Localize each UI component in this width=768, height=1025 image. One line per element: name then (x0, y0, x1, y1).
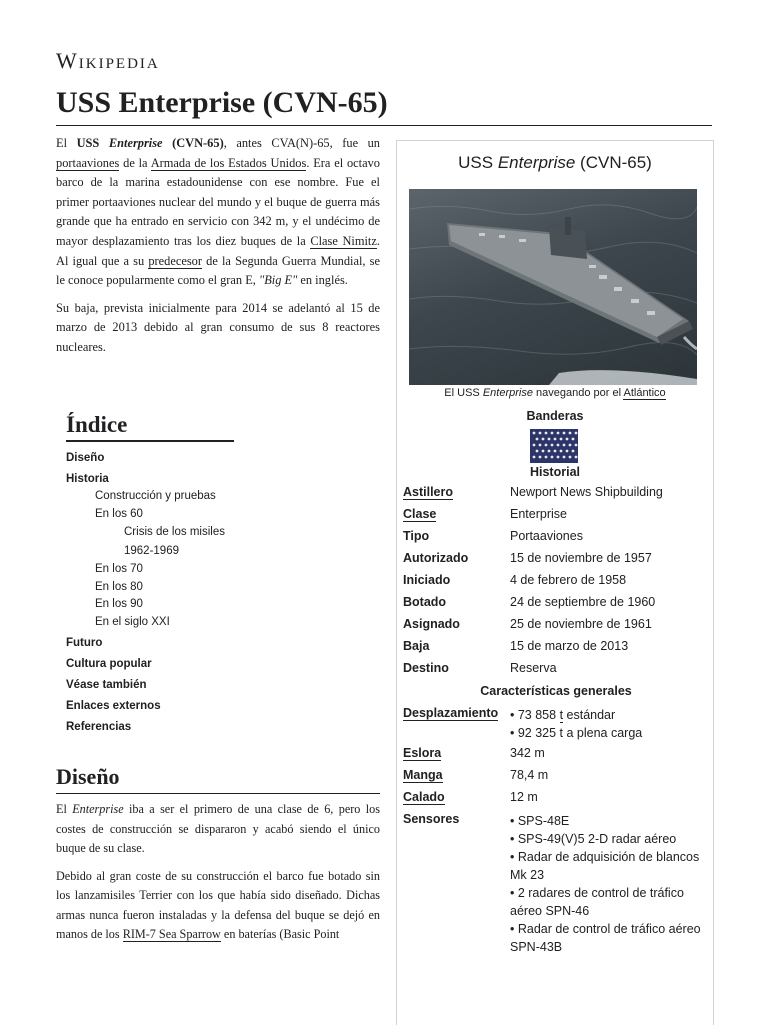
row-value: 4 de febrero de 1958 (510, 573, 627, 587)
link-clase-nimitz[interactable]: Clase Nimitz (310, 233, 377, 248)
infobox-row-asignado (403, 617, 709, 639)
lead-text: . Era el octavo barco de la marina estadounidense con ese nombre. Fue el primer portaaviones nuclear del mundo y el buque de guerra más grande que ha entrado en servicio con 342 m, y el undécimo de mayor desplazamiento tras los diez buques de la (56, 155, 381, 248)
row-value: 15 de marzo de 2013 (510, 639, 629, 653)
section-text: El (56, 802, 73, 816)
row-key: Botado (403, 595, 447, 609)
row-key: Destino (403, 661, 449, 675)
sensor-item: • Radar de control de tráfico aéreo SPN-43B (510, 922, 701, 954)
row-key (403, 790, 510, 812)
infobox-row-astillero (403, 485, 709, 507)
toc-item-diseno[interactable]: Diseño (66, 452, 105, 464)
row-value-line: • 92 325 t a plena carga (510, 726, 643, 740)
infobox-row-autorizado (403, 551, 709, 573)
link-armada[interactable]: Armada de los Estados Unidos (150, 155, 307, 170)
row-key-link[interactable]: Clase (403, 507, 437, 521)
table-of-contents (66, 412, 246, 736)
photo-caption (397, 387, 713, 399)
link-rim7-sea-sparrow[interactable]: RIM-7 Sea Sparrow (122, 927, 221, 941)
lead-text: de la (119, 155, 151, 170)
lead-bold-uss: USS (76, 136, 109, 150)
lead-text: . Al igual que a su (56, 233, 380, 268)
row-key: Asignado (403, 617, 460, 631)
row-value: Portaaviones (510, 529, 583, 543)
link-atlantico[interactable]: Atlántico (623, 387, 666, 399)
diseno-paragraph-1 (56, 800, 380, 859)
infobox-title (397, 153, 713, 173)
infobox-row-destino (403, 661, 709, 683)
link-portaaviones[interactable]: portaaviones (56, 155, 120, 170)
link-tonelada[interactable]: t (559, 708, 564, 722)
section-italic-enterprise: Enterprise (72, 802, 124, 816)
infobox (396, 140, 714, 1025)
row-key-link[interactable]: Calado (403, 790, 445, 804)
row-key-link[interactable]: Manga (403, 768, 443, 782)
toc-item-referencias[interactable]: Referencias (66, 721, 132, 733)
row-key (403, 485, 510, 507)
toc-item-crisis[interactable]: Crisis de los misiles (124, 526, 225, 538)
row-key-link[interactable]: Desplazamiento (403, 706, 499, 720)
row-value: Newport News Shipbuilding (510, 485, 663, 499)
toc-item-historia[interactable]: Historia (66, 473, 109, 485)
caption-text: navegando por el (532, 387, 624, 399)
ship-photo-illustration (409, 189, 697, 385)
wikipedia-wordmark[interactable]: Wikipedia (56, 48, 160, 73)
infobox-row-eslora (403, 746, 709, 768)
infobox-rows (403, 485, 709, 956)
lead-paragraph-1 (56, 134, 380, 291)
lead-bold-name (77, 136, 224, 150)
value-text: estándar (563, 708, 616, 722)
sensor-item: • Radar de adquisición de blancos Mk 23 (510, 850, 700, 882)
row-key: Autorizado (403, 551, 469, 565)
row-key: Tipo (403, 529, 430, 543)
row-key (403, 768, 510, 790)
toc-item-siglo-xxi[interactable]: En el siglo XXI (95, 615, 170, 628)
infobox-row-botado (403, 595, 709, 617)
ship-photo[interactable] (409, 189, 697, 385)
lead-text: en inglés. (297, 273, 348, 288)
row-value: 25 de noviembre de 1961 (510, 617, 652, 631)
infobox-row-baja (403, 639, 709, 661)
row-key: Sensores (403, 812, 460, 826)
infobox-row-manga (403, 768, 709, 790)
toc-list (66, 450, 246, 736)
row-value: Enterprise (510, 507, 567, 521)
lead-section (56, 134, 380, 366)
row-key-link[interactable]: Astillero (403, 485, 454, 499)
lead-text: de la Segunda Guerra Mundial, se le conoce popularmente como el gran E, (56, 253, 381, 288)
infobox-row-tipo (403, 529, 709, 551)
infobox-row-iniciado (403, 573, 709, 595)
toc-item-cultura-popular[interactable]: Cultura popular (66, 658, 152, 670)
lead-italic-big-e: "Big E" (259, 273, 298, 288)
toc-item-1962-1969[interactable]: 1962-1969 (124, 545, 179, 557)
row-value: 78,4 m (510, 768, 549, 782)
infobox-title-name: Enterprise (497, 153, 576, 172)
infobox-row-clase (403, 507, 709, 529)
lead-bold-hull: (CVN-65) (162, 136, 224, 150)
infobox-title-prefix: USS (458, 153, 498, 172)
infobox-row-calado (403, 790, 709, 812)
toc-item-vease-tambien[interactable]: Véase también (66, 679, 147, 691)
row-value: 342 m (510, 746, 545, 760)
sensor-item: • SPS-49(V)5 2-D radar aéreo (510, 832, 677, 846)
sensor-item: • SPS-48E (510, 814, 570, 828)
row-key (403, 746, 510, 768)
row-value (510, 706, 709, 746)
toc-item-en-los-70[interactable]: En los 70 (95, 563, 143, 575)
infobox-row-sensores (403, 812, 709, 956)
sensor-item: • 2 radares de control de tráfico aéreo SPN-46 (510, 886, 684, 918)
toc-item-construccion[interactable]: Construcción y pruebas (95, 490, 216, 502)
flag-image[interactable] (530, 429, 578, 463)
toc-item-futuro[interactable]: Futuro (66, 637, 103, 649)
toc-item-enlaces-externos[interactable]: Enlaces externos (66, 700, 161, 712)
section-divider (56, 793, 380, 794)
row-value: Reserva (510, 661, 557, 675)
toc-item-en-los-90[interactable]: En los 90 (95, 598, 143, 610)
row-key: Iniciado (403, 573, 451, 587)
toc-title: Índice (66, 412, 234, 442)
heading-banderas: Banderas (526, 409, 584, 423)
row-key (403, 507, 510, 529)
sensor-list (510, 812, 709, 956)
row-value: 12 m (510, 790, 538, 804)
lead-text: , antes CVA(N)-65, fue un (223, 136, 381, 150)
title-divider (56, 125, 712, 126)
diseno-paragraph-2 (56, 867, 380, 945)
lead-paragraph-2: Su baja, prevista inicialmente para 2014 se adelantó al 15 de marzo de 2013 debido al gran consumo de sus 8 reactores nucleares. (56, 300, 380, 354)
infobox-row-desplazamiento (403, 706, 709, 746)
caption-text: El USS (444, 387, 483, 399)
section-text: iba a ser el primero de una clase de 6, pero los costes de construcción se dispararon y acabó siendo el único buque de su clase. (56, 802, 380, 855)
lead-bold-enterprise: Enterprise (108, 136, 163, 150)
section-text: Debido al gran coste de su construcción el barco fue botado sin los lanzamisiles Terrier con los que había sido diseñado. Dichas armas nunca fueron instaladas y la defensa del buque se dejó en manos de los (56, 868, 380, 941)
row-key: Baja (403, 639, 430, 653)
section-body-diseno (56, 800, 380, 953)
flag-stars-icon (530, 429, 578, 463)
toc-item-en-los-60[interactable]: En los 60 (95, 507, 143, 520)
toc-item-en-los-80[interactable]: En los 80 (95, 580, 143, 593)
heading-historial: Historial (529, 465, 580, 479)
lead-text: El (56, 136, 77, 150)
section-text: en baterías (Basic Point (220, 927, 340, 941)
row-value: 15 de noviembre de 1957 (510, 551, 652, 565)
value-text: • 73 858 (510, 708, 560, 722)
section-title-diseno: Diseño (56, 764, 120, 789)
page-title: USS Enterprise (CVN-65) (56, 86, 388, 119)
row-value: 24 de septiembre de 1960 (510, 595, 656, 609)
caption-italic: Enterprise (482, 387, 533, 399)
heading-caracteristicas: Características generales (480, 684, 632, 698)
link-predecesor[interactable]: predecesor (148, 253, 202, 268)
infobox-title-hull: (CVN-65) (575, 153, 652, 172)
row-value-line (510, 706, 709, 724)
row-key-link[interactable]: Eslora (403, 746, 442, 760)
row-key (403, 706, 510, 746)
